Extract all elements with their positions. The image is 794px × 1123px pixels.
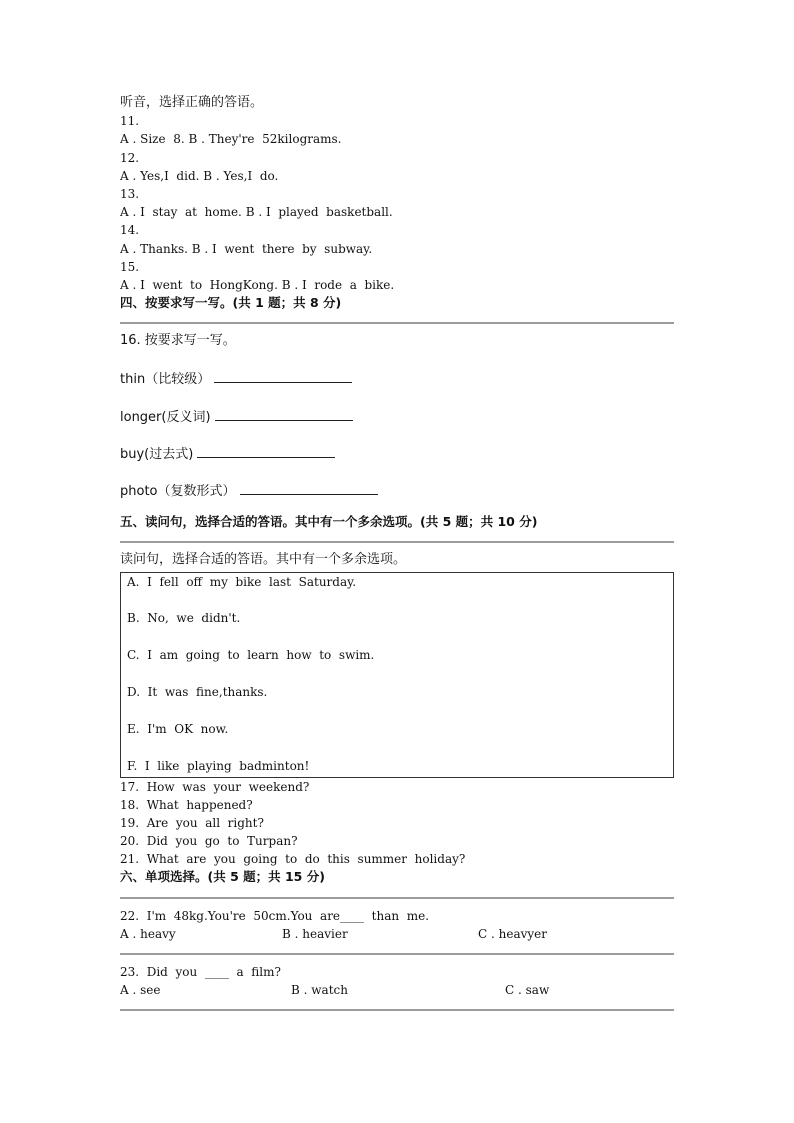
option-item: C. I am going to learn how to swim. [127, 648, 375, 663]
item-number: 14. [120, 223, 140, 238]
divider [120, 1009, 674, 1011]
section-4-heading: 四、按要求写一写。(共 1 题；共 8 分) [120, 295, 342, 311]
item-number: 15. [120, 259, 140, 274]
option-item: E. I'm OK now. [127, 721, 229, 736]
worksheet-page [120, 94, 674, 1019]
option-item: D. It was fine,thanks. [127, 684, 268, 699]
item-number: 11. [120, 114, 140, 129]
listening-items [120, 112, 674, 294]
prompt-label: buy(过去式) [120, 446, 194, 462]
answer-blank[interactable] [197, 444, 335, 458]
item-number: 13. [120, 186, 140, 201]
prompt-row [120, 407, 674, 425]
answer-blank[interactable] [214, 369, 352, 383]
prompt-label: thin（比较级） [120, 372, 211, 388]
divider [120, 322, 674, 324]
option-c[interactable]: C . saw [505, 983, 550, 998]
item-options: A . I stay at home. B . I played basketball. [120, 205, 393, 220]
question-item: 17. How was your weekend? [120, 779, 310, 794]
option-item: A. I fell off my bike last Saturday. [127, 574, 357, 589]
option-item: F. I like playing badminton! [127, 758, 310, 773]
question-item: 20. Did you go to Turpan? [120, 834, 298, 849]
prompt-row [120, 369, 674, 387]
question-23-stem: 23. Did you ____ a film? [120, 965, 281, 980]
item-options: A . Yes,I did. B . Yes,I do. [120, 168, 279, 183]
question-item: 21. What are you going to do this summer holiday? [120, 852, 466, 867]
option-c[interactable]: C . heavyer [478, 926, 548, 941]
section-5-instruction: 读问句，选择合适的答语。其中有一个多余选项。 [120, 552, 407, 568]
option-a[interactable]: A . heavy [120, 926, 176, 941]
answer-blank[interactable] [215, 407, 353, 421]
prompt-label: longer(反义词) [120, 409, 211, 425]
section-6-heading: 六、单项选择。(共 5 题；共 15 分) [120, 869, 325, 885]
item-options: A . I went to HongKong. B . I rode a bike. [120, 277, 395, 292]
item-number: 12. [120, 150, 140, 165]
question-item: 19. Are you all right? [120, 815, 264, 830]
question-item: 18. What happened? [120, 797, 253, 812]
question-16: 16. 按要求写一写。 [120, 333, 236, 349]
prompt-row [120, 444, 674, 462]
option-a[interactable]: A . see [120, 983, 161, 998]
question-23-options [120, 981, 674, 999]
prompt-label: photo（复数形式） [120, 484, 236, 499]
option-item: B. No, we didn't. [127, 611, 241, 626]
question-22-options [120, 925, 674, 943]
item-options: A . Size 8. B . They're 52kilograms. [120, 132, 342, 147]
item-options: A . Thanks. B . I went there by subway. [120, 241, 373, 256]
option-b[interactable]: B . heavier [282, 926, 348, 941]
divider [120, 897, 674, 899]
divider [120, 953, 674, 955]
listening-instruction: 听音，选择正确的答语。 [120, 95, 264, 110]
section-5-heading: 五、读问句，选择合适的答语。其中有一个多余选项。(共 5 题；共 10 分) [120, 514, 538, 530]
prompt-row [120, 481, 674, 499]
question-22-stem: 22. I'm 48kg.You're 50cm.You are____ than me. [120, 908, 430, 923]
answer-blank[interactable] [240, 481, 378, 495]
option-b[interactable]: B . watch [291, 983, 348, 998]
options-box [120, 572, 674, 778]
divider [120, 541, 674, 543]
